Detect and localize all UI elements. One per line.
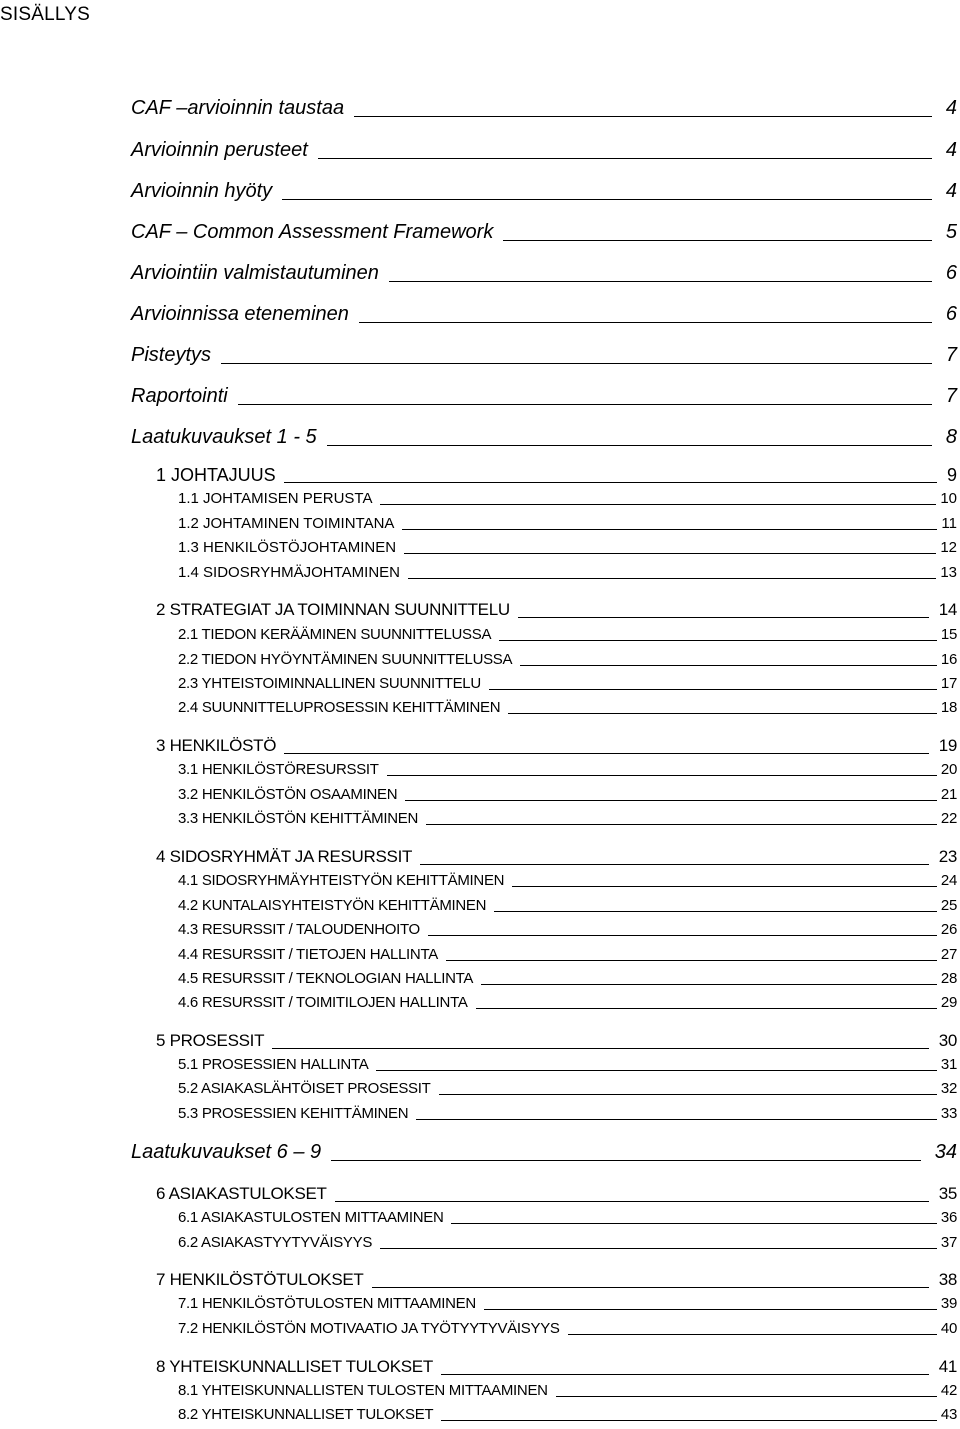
toc-entry-page-number: 11 <box>941 515 957 532</box>
toc-entry-page-number: 42 <box>940 1382 957 1399</box>
page-heading: SISÄLLYS <box>0 4 90 25</box>
toc-entry-label: 8.2 YHTEISKUNNALLISET TULOKSET <box>178 1406 434 1423</box>
toc-entry-page-number: 32 <box>940 1080 957 1097</box>
toc-entry-label: Laatukuvaukset 6 – 9 <box>131 1141 322 1163</box>
toc-entry-page-number: 4 <box>945 97 957 119</box>
toc-entry-page-number: 35 <box>938 1184 957 1203</box>
toc-entry-label: 6.1 ASIAKASTULOSTEN MITTAAMINEN <box>178 1209 444 1226</box>
toc-entry-label: 2.3 YHTEISTOIMINNALLINEN SUUNNITTELU <box>178 675 481 692</box>
toc-entry-page-number: 39 <box>940 1295 957 1312</box>
toc-leader-line <box>404 553 936 554</box>
toc-entry-page-number: 7 <box>945 344 957 366</box>
toc-entry-label: 1.2 JOHTAMINEN TOIMINTANA <box>178 515 395 532</box>
toc-entry-page-number: 27 <box>940 946 957 963</box>
toc-entry-page-number: 16 <box>940 651 957 668</box>
toc-entry[interactable] <box>178 1104 957 1124</box>
toc-leader-line <box>568 1334 937 1335</box>
toc-entry[interactable] <box>178 760 957 780</box>
toc-leader-line <box>380 504 936 505</box>
toc-entry-page-number: 29 <box>940 994 957 1011</box>
toc-entry-label: Pisteytys <box>131 344 212 366</box>
toc-entry-label: 4.4 RESURSSIT / TIETOJEN HALLINTA <box>178 946 438 963</box>
toc-leader-line <box>416 1119 937 1120</box>
toc-leader-line <box>389 281 932 282</box>
toc-leader-line <box>376 1070 937 1071</box>
toc-leader-line <box>428 935 937 936</box>
toc-entry-label: CAF –arvioinnin taustaa <box>131 97 345 119</box>
toc-leader-line <box>359 322 932 323</box>
toc-entry[interactable] <box>156 734 957 758</box>
toc-entry[interactable] <box>178 1079 957 1099</box>
toc-entry[interactable] <box>178 625 957 645</box>
toc-entry[interactable] <box>178 993 957 1013</box>
toc-entry-label: Arviointiin valmistautuminen <box>131 262 379 284</box>
toc-leader-line <box>508 713 937 714</box>
toc-leader-line <box>420 864 929 865</box>
toc-entry-page-number: 13 <box>940 564 957 581</box>
toc-leader-line <box>405 800 937 801</box>
toc-leader-line <box>284 753 929 754</box>
toc-leader-line <box>503 240 932 241</box>
toc-entry-page-number: 33 <box>940 1105 957 1122</box>
toc-entry-page-number: 4 <box>945 139 957 161</box>
toc-entry-page-number: 36 <box>940 1209 957 1226</box>
toc-leader-line <box>331 1160 921 1161</box>
toc-entry-label: 3.3 HENKILÖSTÖN KEHITTÄMINEN <box>178 810 418 827</box>
toc-entry[interactable] <box>156 598 957 622</box>
toc-leader-line <box>387 775 937 776</box>
toc-entry[interactable] <box>156 1355 957 1379</box>
toc-entry-page-number: 7 <box>945 385 957 407</box>
toc-leader-line <box>272 1048 929 1049</box>
toc-entry-label: 3.2 HENKILÖSTÖN OSAAMINEN <box>178 786 398 803</box>
toc-entry[interactable] <box>178 674 957 694</box>
toc-entry-page-number: 26 <box>940 921 957 938</box>
toc-entry[interactable] <box>178 785 957 805</box>
toc-entry[interactable] <box>178 1405 957 1425</box>
toc-entry-page-number: 14 <box>938 600 957 619</box>
toc-entry[interactable] <box>178 969 957 989</box>
toc-entry[interactable] <box>156 1182 957 1206</box>
toc-entry[interactable] <box>178 1233 957 1253</box>
toc-entry-page-number: 38 <box>938 1270 957 1289</box>
toc-entry-page-number: 22 <box>940 810 957 827</box>
toc-entry-label: 3.1 HENKILÖSTÖRESURSSIT <box>178 761 379 778</box>
toc-entry-page-number: 6 <box>945 262 957 284</box>
toc-entry-label: 1 JOHTAJUUS <box>156 465 276 485</box>
toc-entry-label: 4 SIDOSRYHMÄT JA RESURSSIT <box>156 847 413 866</box>
toc-entry-label: 7.2 HENKILÖSTÖN MOTIVAATIO JA TYÖTYYTYVÄISYYS <box>178 1320 560 1337</box>
toc-leader-line <box>426 824 937 825</box>
toc-entry-page-number: 37 <box>940 1234 957 1251</box>
toc-entry-label: 7 HENKILÖSTÖTULOKSET <box>156 1270 364 1289</box>
toc-entry[interactable] <box>178 650 957 670</box>
toc-entry-page-number: 30 <box>938 1031 957 1050</box>
toc-entry-page-number: 25 <box>940 897 957 914</box>
toc-entry-label: 2.2 TIEDON HYÖYNTÄMINEN SUUNNITTELUSSA <box>178 651 513 668</box>
toc-entry-label: 1.4 SIDOSRYHMÄJOHTAMINEN <box>178 564 400 581</box>
toc-entry-page-number: 10 <box>940 490 957 507</box>
toc-entry-label: Arvioinnin perusteet <box>131 139 308 161</box>
toc-entry-page-number: 20 <box>940 761 957 778</box>
toc-leader-line <box>441 1420 937 1421</box>
toc-leader-line <box>335 1201 929 1202</box>
toc-entry-page-number: 34 <box>934 1141 957 1163</box>
toc-entry-label: 4.1 SIDOSRYHMÄYHTEISTYÖN KEHITTÄMINEN <box>178 872 505 889</box>
toc-entry-page-number: 18 <box>940 699 957 716</box>
toc-entry[interactable] <box>178 489 957 509</box>
toc-entry-page-number: 43 <box>940 1406 957 1423</box>
toc-entry[interactable] <box>178 809 957 829</box>
toc-entry-label: CAF – Common Assessment Framework <box>131 221 494 243</box>
toc-leader-line <box>484 1309 937 1310</box>
toc-entry-label: Raportointi <box>131 385 228 407</box>
toc-entry-page-number: 8 <box>945 426 957 448</box>
toc-entry[interactable] <box>131 342 957 368</box>
toc-entry[interactable] <box>131 178 957 204</box>
toc-entry-page-number: 41 <box>938 1357 957 1376</box>
toc-leader-line <box>512 886 937 887</box>
toc-entry[interactable] <box>178 1055 957 1075</box>
toc-leader-line <box>481 984 937 985</box>
toc-entry[interactable] <box>178 1381 957 1401</box>
toc-entry[interactable] <box>178 920 957 940</box>
toc-entry-label: 5 PROSESSIT <box>156 1031 265 1050</box>
toc-entry[interactable] <box>178 896 957 916</box>
toc-leader-line <box>402 529 937 530</box>
toc-entry-page-number: 12 <box>940 539 957 556</box>
toc-entry-label: 8.1 YHTEISKUNNALLISTEN TULOSTEN MITTAAMINEN <box>178 1382 548 1399</box>
toc-entry[interactable] <box>178 1208 957 1228</box>
toc-entry-page-number: 31 <box>940 1056 957 1073</box>
toc-leader-line <box>318 158 932 159</box>
toc-leader-line <box>354 116 932 117</box>
toc-leader-line <box>520 665 937 666</box>
toc-entry[interactable] <box>156 463 957 487</box>
toc-leader-line <box>327 445 932 446</box>
toc-entry-label: Arvioinnin hyöty <box>131 180 273 202</box>
toc-entry[interactable] <box>178 945 957 965</box>
toc-entry[interactable] <box>131 1139 957 1165</box>
toc-leader-line <box>489 689 937 690</box>
toc-leader-line <box>518 617 929 618</box>
toc-leader-line <box>494 911 937 912</box>
toc-entry-page-number: 17 <box>940 675 957 692</box>
toc-leader-line <box>441 1374 929 1375</box>
toc-entry-label: 1.3 HENKILÖSTÖJOHTAMINEN <box>178 539 397 556</box>
toc-entry[interactable] <box>178 698 957 718</box>
toc-leader-line <box>284 482 937 483</box>
toc-leader-line <box>439 1094 937 1095</box>
toc-entry-label: 2.1 TIEDON KERÄÄMINEN SUUNNITTELUSSA <box>178 626 492 643</box>
toc-entry-page-number: 15 <box>940 626 957 643</box>
toc-entry-page-number: 21 <box>940 786 957 803</box>
toc-entry-label: 4.2 KUNTALAISYHTEISTYÖN KEHITTÄMINEN <box>178 897 487 914</box>
toc-entry-label: 6 ASIAKASTULOKSET <box>156 1184 327 1203</box>
toc-entry-label: 2.4 SUUNNITTELUPROSESSIN KEHITTÄMINEN <box>178 699 501 716</box>
toc-entry[interactable] <box>178 563 957 583</box>
toc-entry[interactable] <box>156 845 957 869</box>
toc-entry[interactable] <box>178 1294 957 1314</box>
toc-entry[interactable] <box>131 301 957 327</box>
toc-leader-line <box>282 199 932 200</box>
toc-entry-label: 4.6 RESURSSIT / TOIMITILOJEN HALLINTA <box>178 994 468 1011</box>
toc-entry-label: Arvioinnissa eteneminen <box>131 303 349 325</box>
toc-entry[interactable] <box>131 95 957 121</box>
toc-entry[interactable] <box>178 871 957 891</box>
toc-entry-label: 3 HENKILÖSTÖ <box>156 736 277 755</box>
toc-leader-line <box>556 1396 937 1397</box>
toc-entry[interactable] <box>178 1319 957 1339</box>
toc-entry-label: 1.1 JOHTAMISEN PERUSTA <box>178 490 373 507</box>
toc-entry-label: 8 YHTEISKUNNALLISET TULOKSET <box>156 1357 433 1376</box>
toc-leader-line <box>499 640 937 641</box>
toc-entry-label: 5.2 ASIAKASLÄHTÖISET PROSESSIT <box>178 1080 431 1097</box>
toc-entry-page-number: 5 <box>945 221 957 243</box>
toc-entry[interactable] <box>178 538 957 558</box>
toc-entry-page-number: 6 <box>945 303 957 325</box>
toc-entry-label: 4.3 RESURSSIT / TALOUDENHOITO <box>178 921 420 938</box>
toc-entry[interactable] <box>131 137 957 163</box>
toc-entry-page-number: 40 <box>940 1320 957 1337</box>
toc-entry-label: 5.1 PROSESSIEN HALLINTA <box>178 1056 369 1073</box>
toc-entry-page-number: 19 <box>938 736 957 755</box>
toc-entry-page-number: 23 <box>938 847 957 866</box>
toc-entry[interactable] <box>131 219 957 245</box>
toc-leader-line <box>380 1248 937 1249</box>
toc-entry-label: Laatukuvaukset 1 - 5 <box>131 426 317 448</box>
toc-entry-label: 5.3 PROSESSIEN KEHITTÄMINEN <box>178 1105 409 1122</box>
toc-entry[interactable] <box>156 1268 957 1292</box>
toc-leader-line <box>238 404 932 405</box>
toc-leader-line <box>451 1223 936 1224</box>
toc-leader-line <box>476 1008 937 1009</box>
toc-entry[interactable] <box>178 514 957 534</box>
toc-entry-label: 2 STRATEGIAT JA TOIMINNAN SUUNNITTELU <box>156 600 510 619</box>
toc-entry[interactable] <box>131 260 957 286</box>
toc-entry-page-number: 28 <box>940 970 957 987</box>
toc-entry[interactable] <box>156 1029 957 1053</box>
toc-entry-label: 7.1 HENKILÖSTÖTULOSTEN MITTAAMINEN <box>178 1295 476 1312</box>
toc-entry-page-number: 9 <box>946 465 957 485</box>
toc-leader-line <box>221 363 932 364</box>
toc-entry[interactable] <box>131 383 957 409</box>
toc-entry[interactable] <box>131 424 957 450</box>
toc-leader-line <box>408 578 936 579</box>
toc-entry-page-number: 24 <box>940 872 957 889</box>
toc-entry-label: 6.2 ASIAKASTYYTYVÄISYYS <box>178 1234 373 1251</box>
toc-entry-page-number: 4 <box>945 180 957 202</box>
toc-leader-line <box>446 960 937 961</box>
toc-entry-label: 4.5 RESURSSIT / TEKNOLOGIAN HALLINTA <box>178 970 474 987</box>
toc-leader-line <box>372 1287 929 1288</box>
